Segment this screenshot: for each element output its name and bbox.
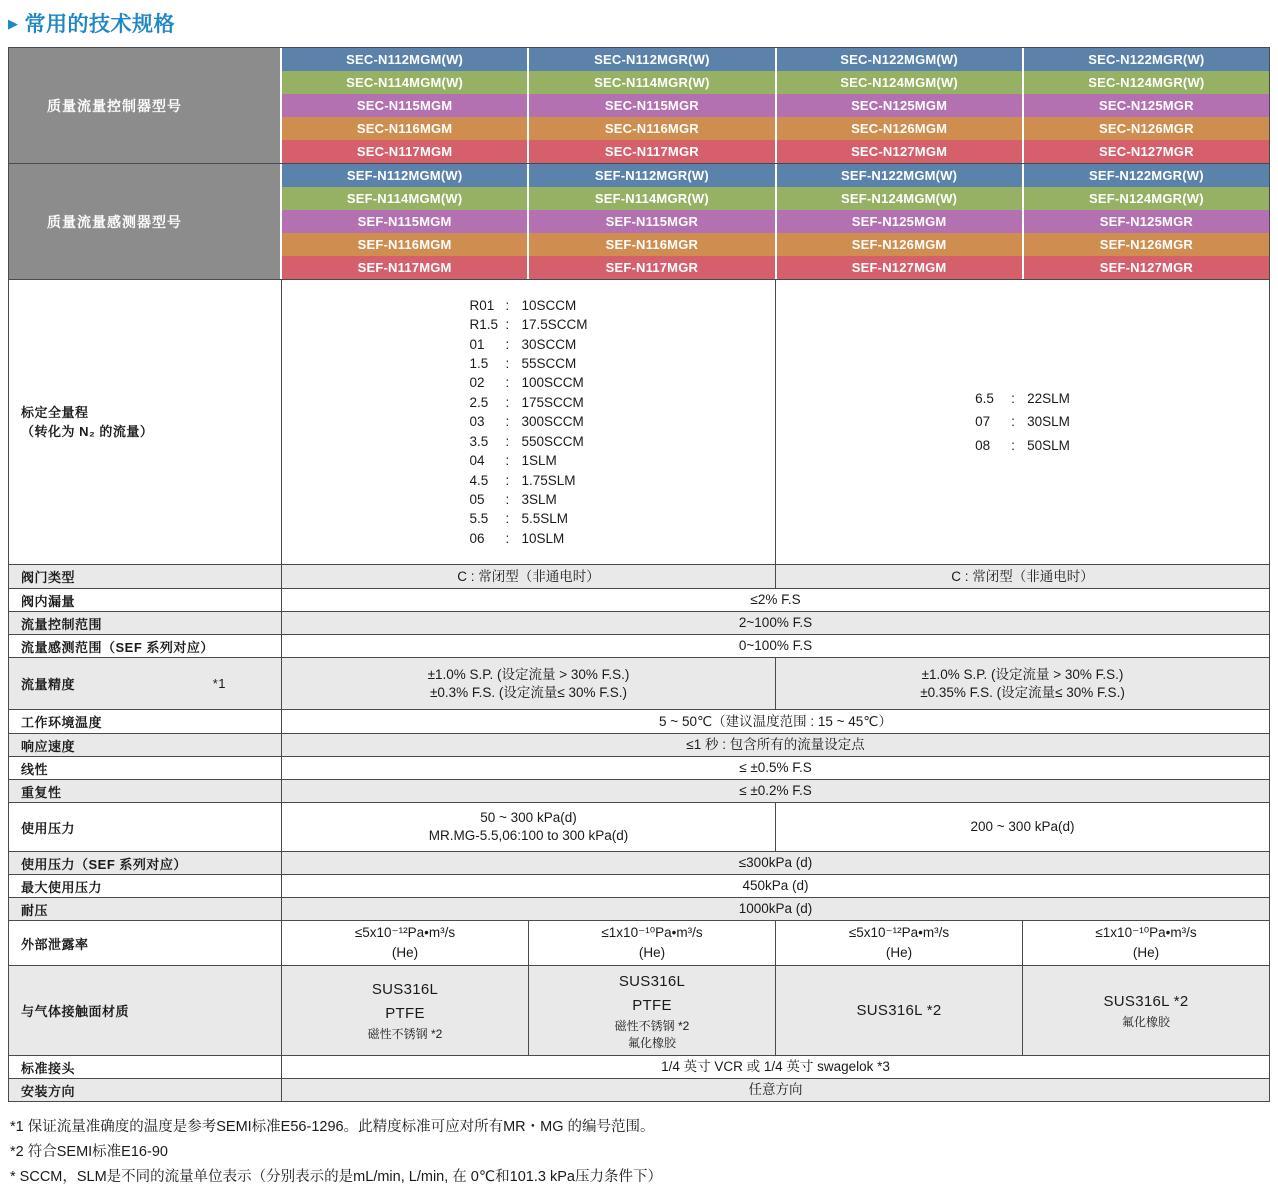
flow-range-item: 06 : 10SLM	[469, 530, 565, 546]
flow-range-item: 6.5 : 22SLM	[975, 390, 1070, 406]
op-pressure-label: 使用压力	[9, 803, 282, 851]
model-cell: SEF-N126MGM	[777, 233, 1022, 256]
proof-pressure-value: 1000kPa (d)	[738, 901, 813, 916]
repeatability-value: ≤ ±0.2% F.S	[739, 783, 812, 798]
row-op-pressure-sef	[9, 851, 1269, 874]
op-pressure-left	[282, 803, 775, 851]
leak-rate-value: ≤5x10⁻¹²Pa•m³/s	[848, 925, 950, 940]
triangle-bullet-icon: ▶	[8, 15, 19, 31]
fitting-label: 标准接头	[9, 1056, 282, 1078]
row-ambient-temp	[9, 709, 1269, 733]
model-cell: SEF-N116MGR	[529, 233, 774, 256]
linearity-label: 线性	[9, 757, 282, 779]
leak-rate-value: ≤5x10⁻¹²Pa•m³/s	[354, 925, 456, 940]
model-cell: SEF-N122MGR(W)	[1024, 164, 1269, 187]
leak-rate-label: 外部泄露率	[9, 921, 282, 965]
model-cell: SEF-N125MGR	[1024, 210, 1269, 233]
footnote-3: * SCCM，SLM是不同的流量单位表示（分别表示的是mL/min, L/min, 在 0℃和101.3 kPa压力条件下）	[10, 1169, 662, 1185]
model-cell: SEC-N112MGR(W)	[529, 48, 774, 71]
flow-range-right-cell	[775, 280, 1269, 564]
valve-leak-value: ≤2% F.S	[750, 592, 801, 607]
flow-range-label	[9, 280, 282, 564]
flow-range-item: 3.5 : 550SCCM	[469, 433, 584, 449]
accuracy-label-text: 流量精度	[21, 677, 76, 692]
material-line: 磁性不锈钢 *2	[367, 1027, 443, 1041]
repeatability-label: 重复性	[9, 780, 282, 802]
material-line: SUS316L	[618, 972, 686, 990]
op-pressure-sef-label: 使用压力（SEF 系列对应）	[9, 852, 282, 874]
flow-range-item: 5.5 : 5.5SLM	[469, 511, 569, 527]
fitting-value: 1/4 英寸 VCR 或 1/4 英寸 swagelok *3	[661, 1059, 890, 1074]
op-pressure-right: 200 ~ 300 kPa(d)	[775, 803, 1269, 851]
leak-rate-gas: (He)	[391, 945, 419, 960]
controller-models-grid	[282, 48, 1269, 163]
flow-range-item: 4.5 : 1.75SLM	[469, 472, 576, 488]
model-cell: SEF-N114MGM(W)	[282, 187, 527, 210]
row-sensing-range	[9, 634, 1269, 657]
linearity-value: ≤ ±0.5% F.S	[739, 760, 812, 775]
page-title	[8, 8, 1270, 38]
row-max-pressure	[9, 874, 1269, 897]
flow-range-item: 05 : 3SLM	[469, 491, 557, 507]
mounting-value: 任意方向	[748, 1082, 803, 1097]
flow-range-item: 04 : 1SLM	[469, 453, 557, 469]
accuracy-left-line1: ±1.0% S.P. (设定流量 > 30% F.S.)	[427, 666, 630, 682]
model-cell: SEC-N124MGM(W)	[777, 71, 1022, 94]
model-cell: SEC-N126MGR	[1024, 117, 1269, 140]
model-cell: SEC-N127MGM	[777, 140, 1022, 163]
row-fitting	[9, 1055, 1269, 1078]
spec-table	[8, 47, 1270, 1102]
flow-range-label-line2: （转化为 N₂ 的流量）	[21, 424, 154, 439]
footnotes	[8, 1102, 1270, 1190]
flow-range-left-cell	[282, 280, 775, 564]
leak-rate-gas: (He)	[638, 945, 666, 960]
op-pressure-left-line1: 50 ~ 300 kPa(d)	[480, 810, 577, 825]
controller-models-label: 质量流量控制器型号	[9, 48, 280, 163]
model-cell: SEC-N122MGR(W)	[1024, 48, 1269, 71]
valve-type-left: C : 常闭型（非通电时）	[457, 568, 600, 584]
model-cell: SEF-N115MGM	[282, 210, 527, 233]
accuracy-right	[775, 658, 1269, 709]
model-cell: SEC-N122MGM(W)	[777, 48, 1022, 71]
material-line: SUS316L *2	[856, 1001, 942, 1019]
op-pressure-left-line2: MR.MG-5.5,06:100 to 300 kPa(d)	[428, 828, 629, 843]
materials-cell-3	[775, 966, 1022, 1055]
model-cell: SEF-N124MGM(W)	[777, 187, 1022, 210]
ambient-temp-value: 5 ~ 50℃（建议温度范围 : 15 ~ 45℃）	[659, 713, 892, 729]
materials-cell-4	[1022, 966, 1269, 1055]
model-cell: SEF-N127MGR	[1024, 256, 1269, 279]
mounting-label: 安装方向	[9, 1079, 282, 1101]
flow-range-item: R1.5 : 17.5SCCM	[469, 317, 588, 333]
model-cell: SEC-N124MGR(W)	[1024, 71, 1269, 94]
leak-rate-gas: (He)	[1132, 945, 1160, 960]
row-linearity	[9, 756, 1269, 779]
flow-range-item: 02 : 100SCCM	[469, 375, 584, 391]
material-line: PTFE	[632, 996, 672, 1014]
model-cell: SEC-N125MGM	[777, 94, 1022, 117]
model-cell: SEF-N122MGM(W)	[777, 164, 1022, 187]
model-cell: SEC-N126MGM	[777, 117, 1022, 140]
leak-rate-cell-1	[282, 921, 528, 965]
row-response	[9, 733, 1269, 756]
leak-rate-cell-2	[528, 921, 775, 965]
material-line: 氟化橡胶	[627, 1035, 676, 1050]
page-title-text: 常用的技术规格	[24, 13, 175, 36]
row-accuracy	[9, 657, 1269, 709]
model-cell: SEC-N117MGM	[282, 140, 527, 163]
leak-rate-gas: (He)	[885, 945, 913, 960]
footnote-1: *1 保证流量准确度的温度是参考SEMI标准E56-1296。此精度标准可应对所有MR・MG 的编号范围。	[10, 1119, 655, 1135]
accuracy-label	[9, 658, 282, 709]
max-pressure-label: 最大使用压力	[9, 875, 282, 897]
accuracy-left-line2: ±0.3% F.S. (设定流量≤ 30% F.S.)	[429, 684, 628, 700]
flow-range-item: 1.5 : 55SCCM	[469, 356, 577, 372]
flow-range-item: 2.5 : 175SCCM	[469, 394, 584, 410]
model-cell: SEF-N117MGR	[529, 256, 774, 279]
sensor-models-grid	[282, 164, 1269, 279]
response-value: ≤1 秒 : 包含所有的流量设定点	[686, 737, 865, 752]
model-cell: SEF-N115MGR	[529, 210, 774, 233]
controller-models-block	[9, 48, 1269, 163]
sensing-range-label: 流量感测范围（SEF 系列对应）	[9, 635, 282, 657]
model-cell: SEF-N127MGM	[777, 256, 1022, 279]
row-proof-pressure	[9, 897, 1269, 920]
sensor-models-label: 质量流量感测器型号	[9, 164, 280, 279]
row-materials	[9, 965, 1269, 1055]
model-cell: SEC-N115MGR	[529, 94, 774, 117]
footnote-2: *2 符合SEMI标准E16-90	[10, 1144, 168, 1160]
materials-label: 与气体接触面材质	[9, 966, 282, 1055]
model-cell: SEF-N112MGM(W)	[282, 164, 527, 187]
row-valve-type	[9, 564, 1269, 588]
model-cell: SEC-N114MGM(W)	[282, 71, 527, 94]
row-mounting	[9, 1078, 1269, 1101]
material-line: 磁性不锈钢 *2	[614, 1018, 690, 1033]
op-pressure-sef-value: ≤300kPa (d)	[738, 855, 813, 870]
flow-range-item: 08 : 50SLM	[975, 437, 1070, 453]
accuracy-right-line2: ±0.35% F.S. (设定流量≤ 30% F.S.)	[920, 684, 1125, 700]
leak-rate-cell-4	[1022, 921, 1269, 965]
materials-cell-1	[282, 966, 528, 1055]
ambient-temp-label: 工作环境温度	[9, 710, 282, 733]
leak-rate-cell-3	[775, 921, 1022, 965]
model-cell: SEF-N114MGR(W)	[529, 187, 774, 210]
model-cell: SEF-N116MGM	[282, 233, 527, 256]
model-cell: SEC-N127MGR	[1024, 140, 1269, 163]
flow-range-item: 03 : 300SCCM	[469, 414, 584, 430]
flow-range-right-list	[975, 387, 1070, 458]
row-flow-range	[9, 279, 1269, 564]
valve-type-right: C : 常闭型（非通电时）	[775, 565, 1269, 588]
row-op-pressure	[9, 802, 1269, 851]
flow-range-item: R01 : 10SCCM	[469, 297, 577, 313]
sensing-range-value: 0~100% F.S	[738, 638, 813, 653]
model-cell: SEC-N116MGM	[282, 117, 527, 140]
flow-range-item: 01 : 30SCCM	[469, 336, 577, 352]
valve-leak-label: 阀内漏量	[9, 589, 282, 611]
model-cell: SEC-N114MGR(W)	[529, 71, 774, 94]
model-cell: SEF-N117MGM	[282, 256, 527, 279]
accuracy-left	[282, 658, 775, 709]
model-cell: SEC-N125MGR	[1024, 94, 1269, 117]
model-cell: SEF-N112MGR(W)	[529, 164, 774, 187]
material-line: SUS316L *2	[1103, 993, 1189, 1010]
flow-range-label-text	[21, 403, 153, 441]
materials-cell-2	[528, 966, 775, 1055]
material-line: SUS316L	[371, 981, 439, 998]
accuracy-right-line1: ±1.0% S.P. (设定流量 > 30% F.S.)	[921, 666, 1124, 682]
material-line: 氟化橡胶	[1121, 1015, 1170, 1029]
flow-range-label-line1: 标定全量程	[21, 405, 89, 420]
row-control-range	[9, 611, 1269, 634]
flow-range-left-list	[469, 296, 587, 548]
leak-rate-value: ≤1x10⁻¹⁰Pa•m³/s	[1095, 925, 1197, 940]
model-cell: SEF-N124MGR(W)	[1024, 187, 1269, 210]
accuracy-note-mark: *1	[212, 676, 226, 691]
control-range-label: 流量控制范围	[9, 612, 282, 634]
proof-pressure-label: 耐压	[9, 898, 282, 920]
flow-range-item: 07 : 30SLM	[975, 414, 1070, 430]
valve-type-label: 阀门类型	[9, 565, 282, 588]
row-repeatability	[9, 779, 1269, 802]
model-cell: SEC-N112MGM(W)	[282, 48, 527, 71]
model-cell: SEF-N125MGM	[777, 210, 1022, 233]
row-leak-rate	[9, 920, 1269, 965]
response-label: 响应速度	[9, 734, 282, 756]
material-line: PTFE	[385, 1005, 425, 1022]
row-valve-leak	[9, 588, 1269, 611]
sensor-models-block	[9, 163, 1269, 279]
control-range-value: 2~100% F.S	[738, 615, 813, 630]
model-cell: SEF-N126MGR	[1024, 233, 1269, 256]
leak-rate-value: ≤1x10⁻¹⁰Pa•m³/s	[601, 925, 703, 940]
model-cell: SEC-N116MGR	[529, 117, 774, 140]
max-pressure-value: 450kPa (d)	[742, 878, 809, 893]
model-cell: SEC-N115MGM	[282, 94, 527, 117]
model-cell: SEC-N117MGR	[529, 140, 774, 163]
